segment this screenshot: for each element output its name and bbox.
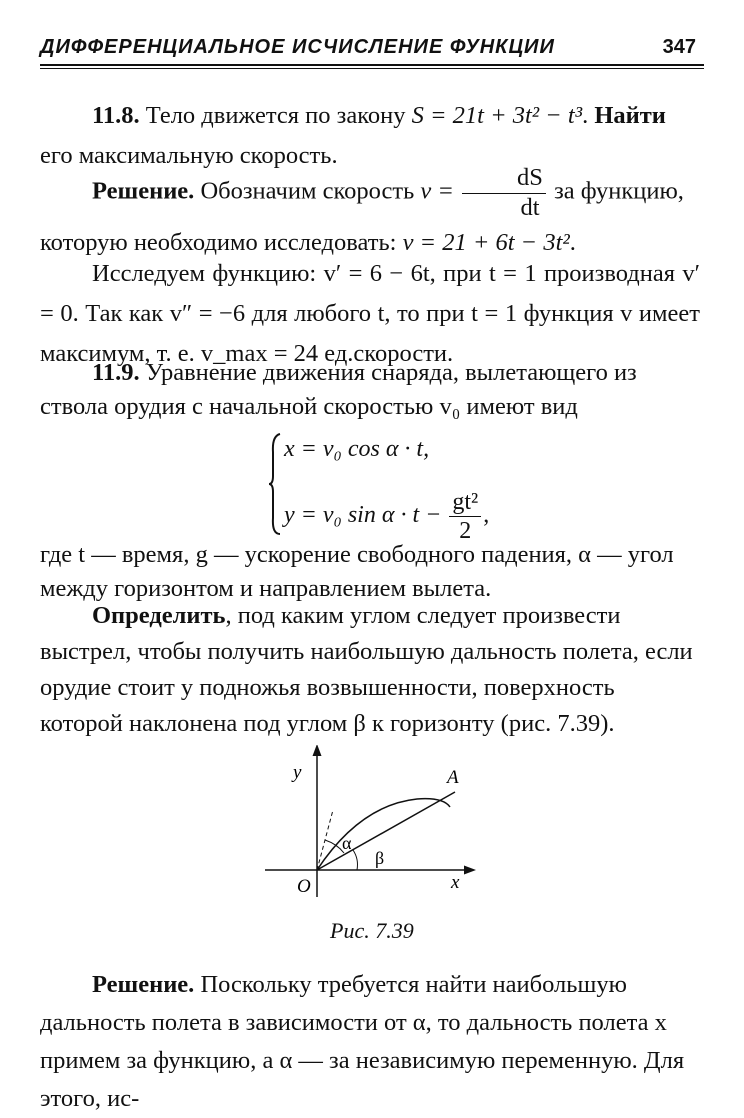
- equation-system: [268, 432, 528, 544]
- text: его максимальную скорость.: [40, 142, 338, 169]
- page-number: 347: [662, 36, 696, 58]
- text: Поскольку требуется найти наибольшую дальность полета в зависимости от α, то дальность полета x примем за функцию, а α — за независимую переменную. Для этого, ис-: [40, 971, 685, 1112]
- beta-label: β: [375, 848, 385, 868]
- task-text: [40, 598, 700, 742]
- text: .: [569, 229, 576, 256]
- problem-statement: [40, 96, 700, 176]
- problem-11-9: [40, 356, 700, 424]
- fraction-numerator: gt²: [449, 490, 481, 517]
- brace-icon: [268, 432, 282, 536]
- header-title: ДИФФЕРЕНЦИАЛЬНОЕ ИСЧИСЛЕНИЕ ФУНКЦИИ: [40, 36, 555, 58]
- text: Обозначим скорость: [194, 177, 421, 205]
- analysis-text: Исследуем функцию: v′ = 6 − 6t, при t = 1 производная v′ = 0. Так как v″ = −6 для любого t, то при t = 1 функция v имеет максимум, т. е. v_max = 24 ед.скорости.: [40, 260, 700, 367]
- equation-x: [284, 436, 429, 463]
- x-label: x: [451, 872, 460, 893]
- definitions-text: где t — время, g — ускорение свободного падения, α — угол между горизонтом и направлением вылета.: [40, 541, 674, 602]
- y-label: y: [293, 762, 302, 783]
- running-header: [40, 36, 704, 76]
- header-rule-thin: [40, 68, 704, 69]
- fraction: [449, 490, 481, 543]
- formula: y = v₀ sin α · t −: [284, 502, 448, 529]
- fraction-numerator: dS: [462, 166, 546, 194]
- header-rule: [40, 64, 704, 66]
- problem-statement: [40, 356, 700, 424]
- text: ,: [483, 502, 490, 529]
- formula: v = 21 + 6t − 3t²: [402, 229, 570, 256]
- text: , под каким углом следует произвести выстрел, чтобы получить наибольшую дальность полета, если орудие стоит у подножья возвышенности, поверхность которой наклонена под углом β к горизонту (рис. 7.39).: [40, 602, 693, 737]
- fraction-denominator: dt: [520, 193, 540, 221]
- text: Тело движется по закону: [139, 102, 412, 129]
- solution-11-8: [40, 166, 700, 266]
- formula: S = 21t + 3t² − t³: [411, 102, 583, 129]
- problem-number: 11.8.: [92, 102, 140, 129]
- beta-arc: [353, 850, 358, 870]
- formula: x = v₀ cos α · t,: [284, 436, 430, 462]
- problem-number: 11.9.: [92, 359, 140, 386]
- text: Уравнение движения снаряда, вылетающего из ствола орудия с начальной скоростью v₀ имеют вид: [40, 359, 637, 420]
- point-a-label: A: [447, 767, 459, 788]
- figure-7-39: [265, 745, 485, 905]
- solution-label: Решение.: [92, 177, 195, 205]
- solution-paragraph: [40, 966, 700, 1118]
- alpha-label: α: [342, 833, 352, 853]
- problem-11-8: [40, 96, 700, 176]
- solution-label: Решение.: [92, 971, 195, 998]
- figure-caption: Рис. 7.39: [330, 918, 414, 943]
- trajectory-diagram: [265, 745, 485, 905]
- definitions-paragraph: [40, 538, 700, 606]
- emphasis: Найти: [594, 102, 666, 129]
- fraction: [462, 166, 546, 220]
- slope-line: [317, 792, 455, 870]
- emphasis: Определить: [92, 602, 226, 629]
- text: за функцию, которую необходимо исследовать:: [40, 177, 684, 256]
- fraction-denominator: 2: [459, 518, 472, 544]
- formula: v =: [420, 177, 461, 205]
- task-paragraph: [40, 598, 700, 742]
- solution-paragraph: [40, 166, 700, 266]
- equation-y: [284, 490, 489, 543]
- origin-label: O: [297, 876, 311, 897]
- text: .: [582, 102, 595, 129]
- solution-11-9: [40, 966, 700, 1118]
